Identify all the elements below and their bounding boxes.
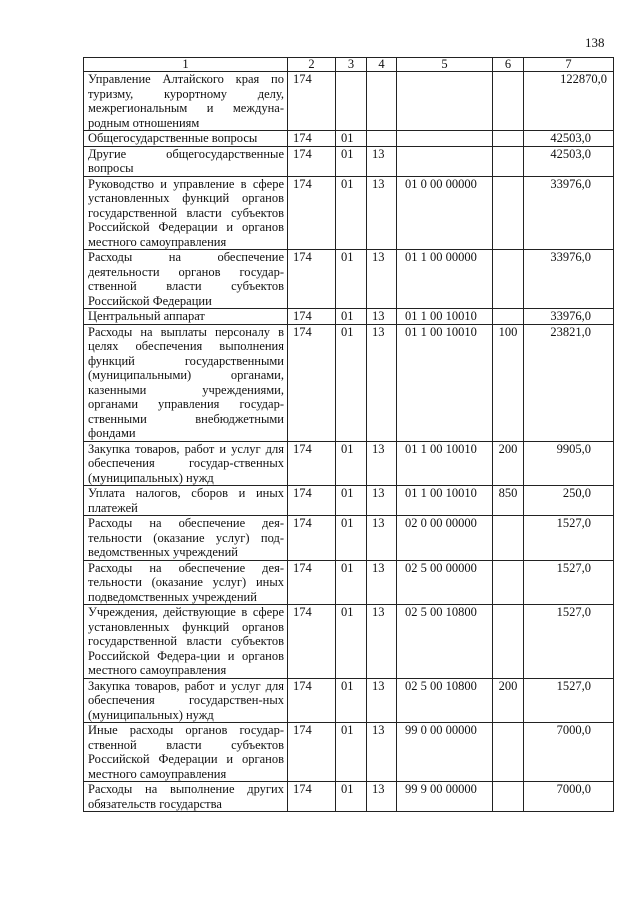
cell-target-item: 01 1 00 10010	[397, 441, 493, 486]
header-cell-1: 1	[84, 58, 288, 72]
cell-grbs: 174	[288, 605, 336, 679]
cell-name: Центральный аппарат	[84, 309, 288, 325]
cell-name: Расходы на обеспечение дея-тельности (оказание услуг) иных подведомственных учреждений	[84, 560, 288, 605]
cell-target-item: 99 9 00 00000	[397, 782, 493, 812]
header-cell-7: 7	[524, 58, 614, 72]
cell-amount: 42503,0	[524, 131, 614, 147]
cell-amount: 33976,0	[524, 176, 614, 250]
cell-amount: 33976,0	[524, 250, 614, 309]
cell-grbs: 174	[288, 560, 336, 605]
cell-expense-type	[493, 72, 524, 131]
table-row	[84, 324, 614, 441]
cell-expense-type	[493, 723, 524, 782]
cell-section: 01	[336, 441, 367, 486]
cell-target-item	[397, 131, 493, 147]
cell-name: Учреждения, действующие в сфере установленных функций органов государственной власти субъектов Российской Федера-ции и органов местного самоуправления	[84, 605, 288, 679]
table-row	[84, 605, 614, 679]
header-cell-2: 2	[288, 58, 336, 72]
header-cell-4: 4	[367, 58, 397, 72]
cell-grbs: 174	[288, 441, 336, 486]
cell-subsection: 13	[367, 250, 397, 309]
cell-grbs: 174	[288, 309, 336, 325]
cell-expense-type	[493, 250, 524, 309]
cell-name: Расходы на выплаты персоналу в целях обеспечения выполнения функций государственными (муниципальными) органами, казенными учреждениями, органами управления государ-ственными внебюджетными фондами	[84, 324, 288, 441]
cell-section: 01	[336, 324, 367, 441]
cell-grbs: 174	[288, 131, 336, 147]
budget-table	[83, 57, 614, 812]
table-header	[84, 58, 614, 72]
cell-expense-type: 200	[493, 678, 524, 723]
cell-subsection	[367, 72, 397, 131]
cell-target-item: 02 0 00 00000	[397, 516, 493, 561]
cell-expense-type	[493, 131, 524, 147]
cell-expense-type	[493, 146, 524, 176]
cell-name: Уплата налогов, сборов и иных платежей	[84, 486, 288, 516]
page-number: 138	[585, 35, 605, 50]
cell-expense-type: 100	[493, 324, 524, 441]
cell-grbs: 174	[288, 176, 336, 250]
cell-grbs: 174	[288, 723, 336, 782]
cell-grbs: 174	[288, 146, 336, 176]
cell-section: 01	[336, 678, 367, 723]
header-cell-6: 6	[493, 58, 524, 72]
cell-expense-type	[493, 309, 524, 325]
table-row	[84, 131, 614, 147]
table-row	[84, 560, 614, 605]
cell-section: 01	[336, 176, 367, 250]
table-row	[84, 441, 614, 486]
cell-name: Общегосударственные вопросы	[84, 131, 288, 147]
cell-target-item	[397, 72, 493, 131]
cell-subsection: 13	[367, 516, 397, 561]
cell-amount: 23821,0	[524, 324, 614, 441]
cell-grbs: 174	[288, 516, 336, 561]
cell-name: Другие общегосударственные вопросы	[84, 146, 288, 176]
cell-target-item: 01 1 00 10010	[397, 324, 493, 441]
cell-expense-type	[493, 516, 524, 561]
cell-grbs: 174	[288, 250, 336, 309]
cell-section: 01	[336, 486, 367, 516]
table-row	[84, 486, 614, 516]
header-row	[84, 58, 614, 72]
cell-subsection: 13	[367, 176, 397, 250]
header-cell-5: 5	[397, 58, 493, 72]
cell-amount: 1527,0	[524, 605, 614, 679]
cell-target-item	[397, 146, 493, 176]
table-row	[84, 678, 614, 723]
cell-subsection: 13	[367, 486, 397, 516]
cell-section: 01	[336, 560, 367, 605]
cell-target-item: 02 5 00 00000	[397, 560, 493, 605]
cell-section	[336, 72, 367, 131]
cell-amount: 42503,0	[524, 146, 614, 176]
cell-subsection: 13	[367, 441, 397, 486]
cell-section: 01	[336, 131, 367, 147]
cell-target-item: 01 0 00 00000	[397, 176, 493, 250]
cell-amount: 1527,0	[524, 560, 614, 605]
cell-section: 01	[336, 723, 367, 782]
cell-expense-type: 200	[493, 441, 524, 486]
table-body	[84, 72, 614, 812]
cell-expense-type: 850	[493, 486, 524, 516]
cell-grbs: 174	[288, 678, 336, 723]
table-row	[84, 782, 614, 812]
cell-grbs: 174	[288, 72, 336, 131]
cell-section: 01	[336, 146, 367, 176]
table-row	[84, 723, 614, 782]
cell-amount: 7000,0	[524, 723, 614, 782]
table-row	[84, 309, 614, 325]
cell-subsection: 13	[367, 723, 397, 782]
cell-section: 01	[336, 516, 367, 561]
cell-name: Расходы на обеспечение дея-тельности (оказание услуг) под-ведомственных учреждений	[84, 516, 288, 561]
cell-amount: 9905,0	[524, 441, 614, 486]
cell-target-item: 01 1 00 10010	[397, 309, 493, 325]
cell-amount: 250,0	[524, 486, 614, 516]
table-row	[84, 250, 614, 309]
header-cell-3: 3	[336, 58, 367, 72]
cell-expense-type	[493, 782, 524, 812]
cell-name: Управление Алтайского края по туризму, курортному делу, межрегиональным и междуна-родным отношениям	[84, 72, 288, 131]
cell-name: Руководство и управление в сфере установленных функций органов государственной власти субъектов Российской Федерации и органов местного самоуправления	[84, 176, 288, 250]
table-row	[84, 72, 614, 131]
table-row	[84, 146, 614, 176]
cell-name: Расходы на обеспечение деятельности органов государ-ственной власти субъектов Российской Федерации	[84, 250, 288, 309]
table-row	[84, 516, 614, 561]
cell-target-item: 02 5 00 10800	[397, 605, 493, 679]
cell-subsection: 13	[367, 560, 397, 605]
cell-expense-type	[493, 560, 524, 605]
cell-target-item: 01 1 00 10010	[397, 486, 493, 516]
cell-target-item: 02 5 00 10800	[397, 678, 493, 723]
cell-name: Закупка товаров, работ и услуг для обеспечения государ-ственных (муниципальных) нужд	[84, 441, 288, 486]
cell-amount: 122870,0	[524, 72, 614, 131]
cell-grbs: 174	[288, 486, 336, 516]
cell-section: 01	[336, 250, 367, 309]
cell-target-item: 01 1 00 00000	[397, 250, 493, 309]
cell-subsection: 13	[367, 782, 397, 812]
cell-expense-type	[493, 605, 524, 679]
cell-subsection: 13	[367, 678, 397, 723]
cell-name: Расходы на выполнение других обязательств государства	[84, 782, 288, 812]
cell-section: 01	[336, 309, 367, 325]
table-row	[84, 176, 614, 250]
cell-subsection: 13	[367, 605, 397, 679]
cell-expense-type	[493, 176, 524, 250]
cell-amount: 33976,0	[524, 309, 614, 325]
cell-section: 01	[336, 782, 367, 812]
cell-name: Иные расходы органов государ-ственной власти субъектов Российской Федерации и органов местного самоуправления	[84, 723, 288, 782]
cell-subsection: 13	[367, 146, 397, 176]
cell-subsection: 13	[367, 309, 397, 325]
cell-section: 01	[336, 605, 367, 679]
cell-subsection: 13	[367, 324, 397, 441]
cell-grbs: 174	[288, 324, 336, 441]
cell-name: Закупка товаров, работ и услуг для обеспечения государствен-ных (муниципальных) нужд	[84, 678, 288, 723]
cell-amount: 7000,0	[524, 782, 614, 812]
cell-grbs: 174	[288, 782, 336, 812]
cell-amount: 1527,0	[524, 678, 614, 723]
cell-target-item: 99 0 00 00000	[397, 723, 493, 782]
cell-amount: 1527,0	[524, 516, 614, 561]
cell-subsection	[367, 131, 397, 147]
